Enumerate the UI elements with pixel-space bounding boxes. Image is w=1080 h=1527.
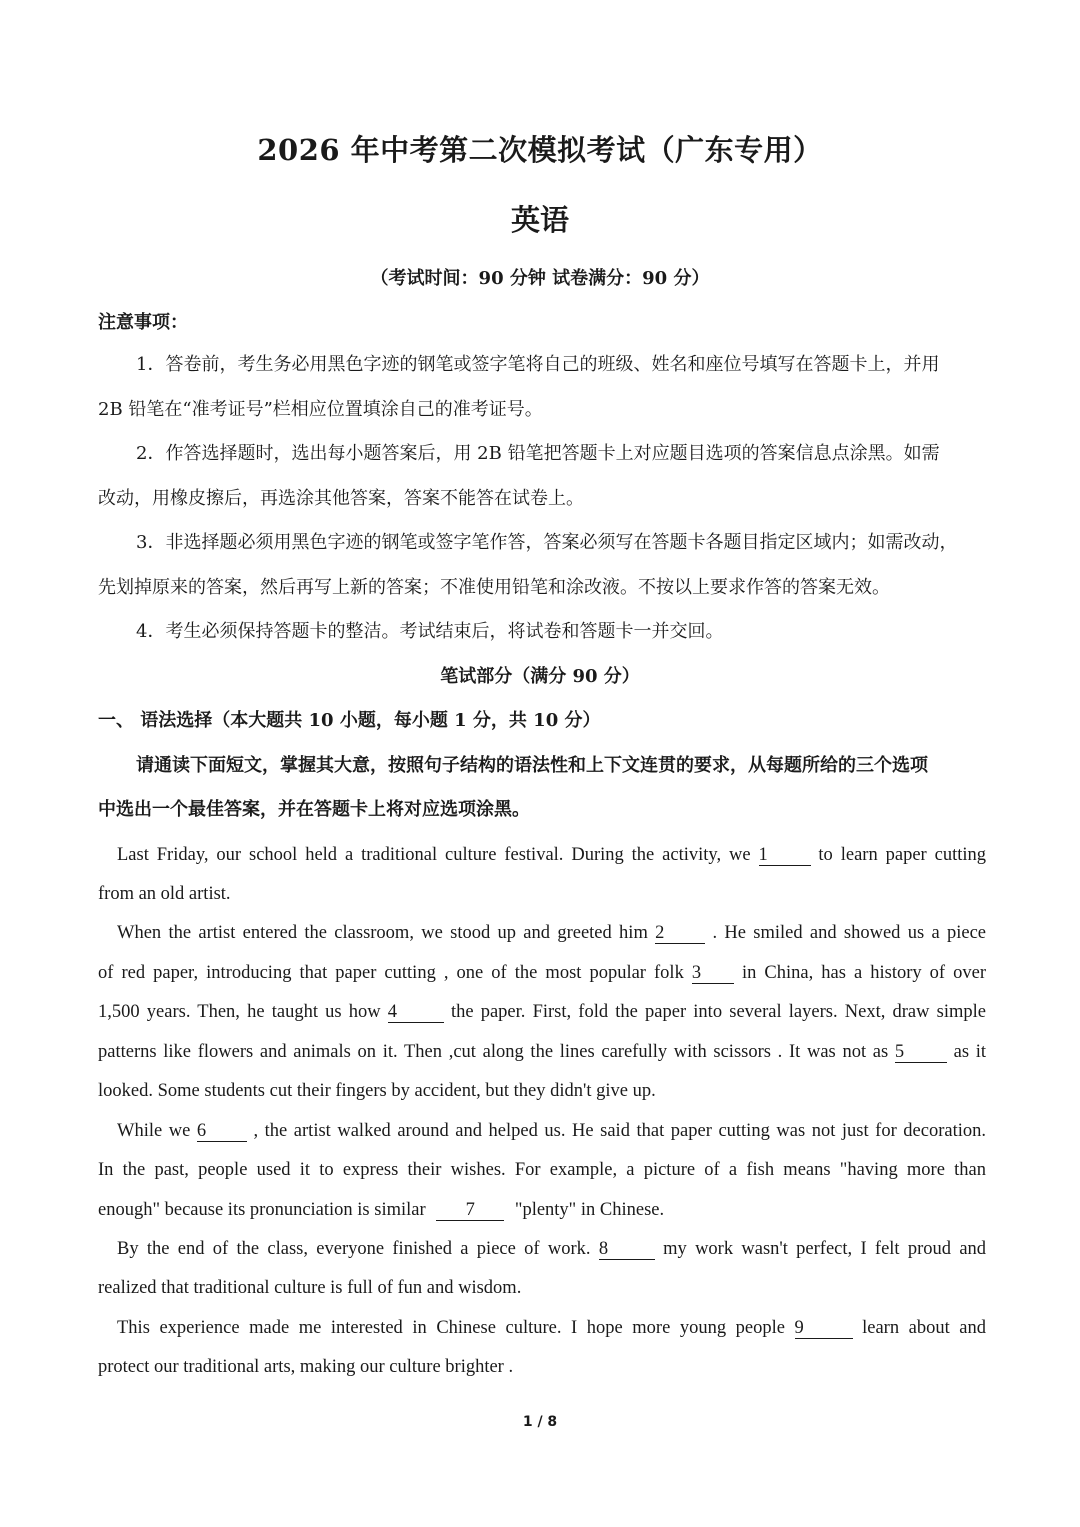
page-number: 1 / 8 [522, 1414, 558, 1430]
instruction-line: 中选出一个最佳答案，并在答题卡上将对应选项涂黑。 [98, 799, 530, 820]
instruction-line: 请通读下面短文，掌握其大意，按照句子结构的语法性和上下文连贯的要求，从每题所给的三个选项 [136, 755, 928, 776]
note-line: 3．非选择题必须用黑色字迹的钢笔或签字笔作答，答案必须写在答题卡各题目指定区域内；如需改动， [136, 532, 958, 553]
passage-line: This experience made me interested in Chinese culture. I hope more young people 9 learn about and [117, 1318, 986, 1338]
blank-7: 7 [436, 1200, 504, 1221]
exam-info: （考试时间：90 分钟 试卷满分：90 分） [370, 268, 710, 289]
note-line: 改动，用橡皮擦后，再选涂其他答案，答案不能答在试卷上。 [98, 488, 584, 509]
note-line: 2．作答选择题时，选出每小题答案后，用 2B 铅笔把答题卡上对应题目选项的答案信息点涂黑。如需 [136, 443, 940, 464]
blank-5: 5 [895, 1042, 947, 1063]
blank-8: 8 [599, 1239, 655, 1260]
passage-line: patterns like flowers and animals on it. Then ,cut along the lines carefully with scissors . It was not as 5 as it [98, 1042, 986, 1062]
part1-title: 一、 语法选择（本大题共 10 小题，每小题 1 分，共 10 分） [98, 710, 601, 731]
passage-line: Last Friday, our school held a traditional culture festival. During the activity, we 1 to learn paper cutting [117, 845, 987, 865]
passage-line: realized that traditional culture is full of fun and wisdom. [98, 1278, 522, 1298]
passage-line: 1,500 years. Then, he taught us how 4 the paper. First, fold the paper into several layers. Next, draw simple [98, 1002, 986, 1022]
passage-line: In the past, people used it to express their wishes. For example, a picture of a fish means "having more than [98, 1160, 986, 1180]
passage-line: from an old artist. [98, 884, 231, 904]
section-heading: 笔试部分（满分 90 分） [440, 666, 640, 687]
notes-heading: 注意事项： [98, 312, 188, 333]
passage-line: looked. Some students cut their fingers by accident, but they didn't give up. [98, 1081, 656, 1101]
passage-line: of red paper, introducing that paper cutting , one of the most popular folk 3 in China, has a history of over [98, 963, 987, 983]
note-line: 1．答卷前，考生务必用黑色字迹的钢笔或签字笔将自己的班级、姓名和座位号填写在答题卡上，并用 [136, 354, 940, 375]
blank-6: 6 [197, 1121, 247, 1142]
subject-title: 英语 [510, 203, 569, 237]
blank-1: 1 [759, 845, 811, 866]
passage-line: When the artist entered the classroom, we stood up and greeted him 2 . He smiled and showed us a piece [117, 923, 987, 943]
blank-4: 4 [388, 1002, 444, 1023]
passage-line: While we 6 , the artist walked around and helped us. He said that paper cutting was not just for decoration. [117, 1121, 987, 1141]
blank-3: 3 [692, 963, 734, 984]
passage-line: enough" because its pronunciation is similar 7 "plenty" in Chinese. [98, 1200, 665, 1220]
blank-9: 9 [795, 1318, 853, 1339]
passage-line: By the end of the class, everyone finished a piece of work. 8 my work wasn't perfect, I felt proud and [117, 1239, 987, 1259]
exam-title: 2026 年中考第二次模拟考试（广东专用） [257, 133, 823, 167]
note-line: 2B 铅笔在“准考证号”栏相应位置填涂自己的准考证号。 [98, 399, 543, 420]
blank-2: 2 [655, 923, 705, 944]
passage-line: protect our traditional arts, making our culture brighter . [98, 1357, 514, 1377]
note-line: 先划掉原来的答案，然后再写上新的答案；不准使用铅笔和涂改液。不按以上要求作答的答案无效。 [98, 577, 890, 598]
note-line: 4．考生必须保持答题卡的整洁。考试结束后，将试卷和答题卡一并交回。 [136, 621, 724, 642]
